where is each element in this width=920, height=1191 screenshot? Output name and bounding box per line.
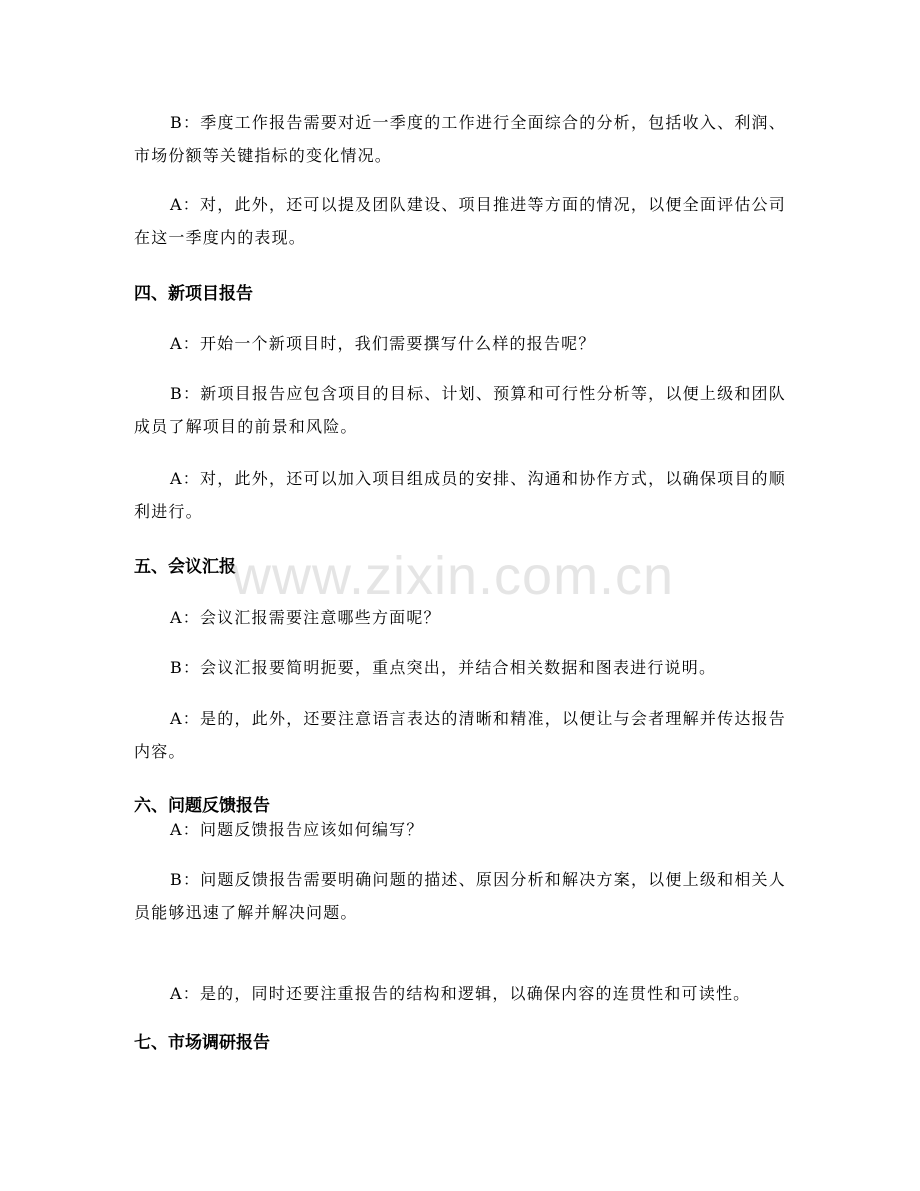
heading-new-project-report: 四、新项目报告 — [134, 284, 253, 304]
paragraph-meeting-a-question: A：会议汇报需要注意哪些方面呢？ — [170, 608, 441, 627]
watermark: www.zixin.com.cn — [232, 546, 675, 606]
paragraph-new-project-a-question: A：开始一个新项目时，我们需要撰写什么样的报告呢？ — [170, 334, 596, 353]
heading-meeting-report: 五、会议汇报 — [134, 557, 236, 577]
heading-market-research-report: 七、市场调研报告 — [134, 1033, 270, 1053]
heading-issue-feedback-report: 六、问题反馈报告 — [134, 796, 270, 816]
paragraph-meeting-b: B：会议汇报要简明扼要，重点突出，并结合相关数据和图表进行说明。 — [170, 658, 717, 677]
paragraph-new-project-b: B：新项目报告应包含项目的目标、计划、预算和可行性分析等，以便上级和团队成员了解项目的前景和风险。 — [134, 384, 786, 436]
paragraph-meeting-a: A：是的，此外，还要注意语言表达的清晰和精准，以便让与会者理解并传达报告内容。 — [134, 709, 786, 761]
paragraph-quarterly-a: A：对，此外，还可以提及团队建设、项目推进等方面的情况，以便全面评估公司在这一季度内的表现。 — [134, 195, 786, 247]
paragraph-new-project-a: A：对，此外，还可以加入项目组成员的安排、沟通和协作方式，以确保项目的顺利进行。 — [134, 469, 786, 521]
paragraph-issue-b: B：问题反馈报告需要明确问题的描述、原因分析和解决方案，以便上级和相关人员能够迅速了解并解决问题。 — [134, 870, 786, 922]
paragraph-quarterly-b: B：季度工作报告需要对近一季度的工作进行全面综合的分析，包括收入、利润、市场份额等关键指标的变化情况。 — [134, 113, 786, 165]
paragraph-issue-a-question: A：问题反馈报告应该如何编写？ — [170, 820, 424, 839]
paragraph-issue-a: A：是的，同时还要注重报告的结构和逻辑，以确保内容的连贯性和可读性。 — [170, 984, 751, 1003]
